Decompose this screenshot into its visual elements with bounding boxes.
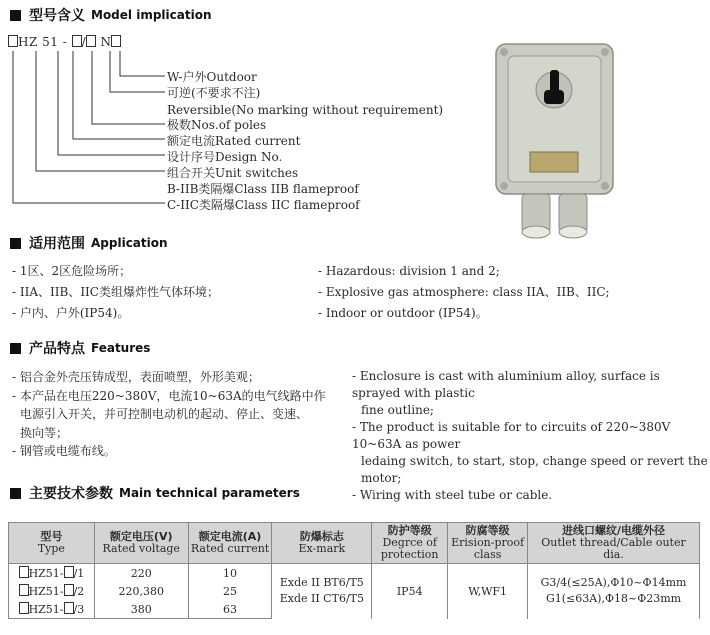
- code-n: N: [100, 35, 112, 49]
- header-type: 型号 Type: [9, 523, 95, 564]
- section-title-zh: 主要技术参数: [29, 486, 113, 502]
- cell-type: HZ51- /2: [9, 582, 95, 600]
- code-box: [64, 566, 74, 578]
- application-en-list: [318, 261, 610, 324]
- application-en-item: - Explosive gas atmosphere: class IIA、IIB、IIC;: [318, 285, 610, 299]
- cell-protection: IP54: [372, 564, 448, 619]
- model-leader-lines: [0, 45, 170, 215]
- features-en-line: - Enclosure is cast with aluminium alloy, surface is sprayed with plastic: [352, 369, 660, 400]
- section-title-zh: 适用范围: [29, 236, 85, 252]
- code-box: [19, 602, 29, 614]
- cell-outlet: G3/4(≤25A),Φ10~Φ14mm G1(≤63A),Φ18~Φ23mm: [528, 564, 700, 619]
- header-erosion: 防腐等级 Erision-proof class: [448, 523, 528, 564]
- features-zh-line: 换向等；: [20, 425, 69, 440]
- code-box: [64, 602, 74, 614]
- table-header-row: [9, 523, 700, 564]
- model-label-rated-current: 额定电流Rated current: [167, 134, 301, 148]
- features-zh-line: - 钢管或电缆布线。: [12, 444, 116, 458]
- model-label-class-iic: C-IIC类隔爆Class IIC flameproof: [167, 198, 360, 212]
- cell-type: HZ51- /1: [9, 564, 95, 583]
- model-label-poles: 极数Nos.of poles: [167, 118, 267, 132]
- features-zh-list: [12, 368, 326, 461]
- section-header-params: [10, 484, 300, 502]
- cell-erosion: W,WF1: [448, 564, 528, 619]
- table-row: [9, 564, 700, 583]
- section-header-model: [10, 6, 212, 24]
- cell-voltage: 380: [94, 600, 188, 619]
- application-en-item: - Indoor or outdoor (IP54)。: [318, 306, 488, 320]
- code-box: [64, 584, 74, 596]
- code-slash: /: [81, 35, 87, 49]
- header-protection: 防护等级 Degrce of protection: [372, 523, 448, 564]
- features-zh-line: - 本产品在电压220~380V，电流10~63A的电气线路中作: [12, 388, 326, 403]
- parameters-table: [8, 522, 700, 619]
- code-box: [19, 566, 29, 578]
- header-exmark: 防爆标志 Ex-mark: [272, 523, 372, 564]
- section-header-application: [10, 234, 168, 252]
- cell-type: HZ51- /3: [9, 600, 95, 619]
- model-label-unit-switches: 组合开关Unit switches: [167, 166, 299, 180]
- section-title-en: Model implication: [91, 8, 212, 22]
- application-zh-item: - 1区、2区危险场所；: [12, 264, 132, 278]
- header-voltage: 额定电压(V) Rated voltage: [94, 523, 188, 564]
- model-label-class-iib: B-IIB类隔爆Class IIB flameproof: [167, 182, 359, 196]
- section-title-en: Main technical parameters: [119, 486, 300, 500]
- application-zh-list: [12, 261, 219, 324]
- section-marker-icon: [10, 488, 21, 499]
- section-title-en: Features: [91, 341, 151, 355]
- section-title-zh: 型号含义: [29, 8, 85, 24]
- code-box: [19, 584, 29, 596]
- cell-voltage: 220: [94, 564, 188, 583]
- features-en-list: [352, 368, 710, 504]
- features-en-line: ledaing switch, to start, stop, change speed or revert the motor;: [361, 454, 708, 485]
- application-en-item: - Hazardous: division 1 and 2;: [318, 264, 500, 278]
- model-label-outdoor: W-户外Outdoor: [167, 70, 257, 84]
- cell-voltage: 220,380: [94, 582, 188, 600]
- features-en-line: - The product is suitable for to circuits of 220~380V 10~63A as power: [352, 420, 671, 451]
- section-header-features: [10, 339, 150, 357]
- features-en-line: - Wiring with steel tube or cable.: [352, 488, 553, 502]
- model-label-reversible-zh: 可逆(不要求不注): [167, 86, 261, 100]
- application-zh-item: - 户内、户外(IP54)。: [12, 306, 130, 320]
- model-label-reversible-en: Reversible(No marking without requirement): [167, 103, 444, 117]
- switch-product-image: [492, 40, 617, 245]
- cell-current: 10: [188, 564, 272, 583]
- model-label-design-no: 设计序号Design No.: [167, 150, 283, 164]
- features-en-line: fine outline;: [361, 403, 434, 417]
- section-marker-icon: [10, 343, 21, 354]
- section-title-en: Application: [91, 236, 168, 250]
- cell-current: 63: [188, 600, 272, 619]
- section-marker-icon: [10, 238, 21, 249]
- section-marker-icon: [10, 10, 21, 21]
- features-zh-line: 电源引入开关，并可控制电动机的起动、停止、变速、: [20, 407, 309, 421]
- cell-current: 25: [188, 582, 272, 600]
- code-prefix: HZ 51 -: [18, 35, 68, 49]
- cell-exmark: Exde II BT6/T5 Exde II CT6/T5: [272, 564, 372, 619]
- header-current: 额定电流(A) Rated current: [188, 523, 272, 564]
- section-title-zh: 产品特点: [29, 341, 85, 357]
- features-zh-line: - 铝合金外壳压铸成型，表面喷塑，外形美观；: [12, 370, 260, 384]
- application-zh-item: - IIA、IIB、IIC类组爆炸性气体环境；: [12, 285, 219, 299]
- header-outlet: 进线口螺纹/电缆外径 Outlet thread/Cable outer dia.: [528, 523, 700, 564]
